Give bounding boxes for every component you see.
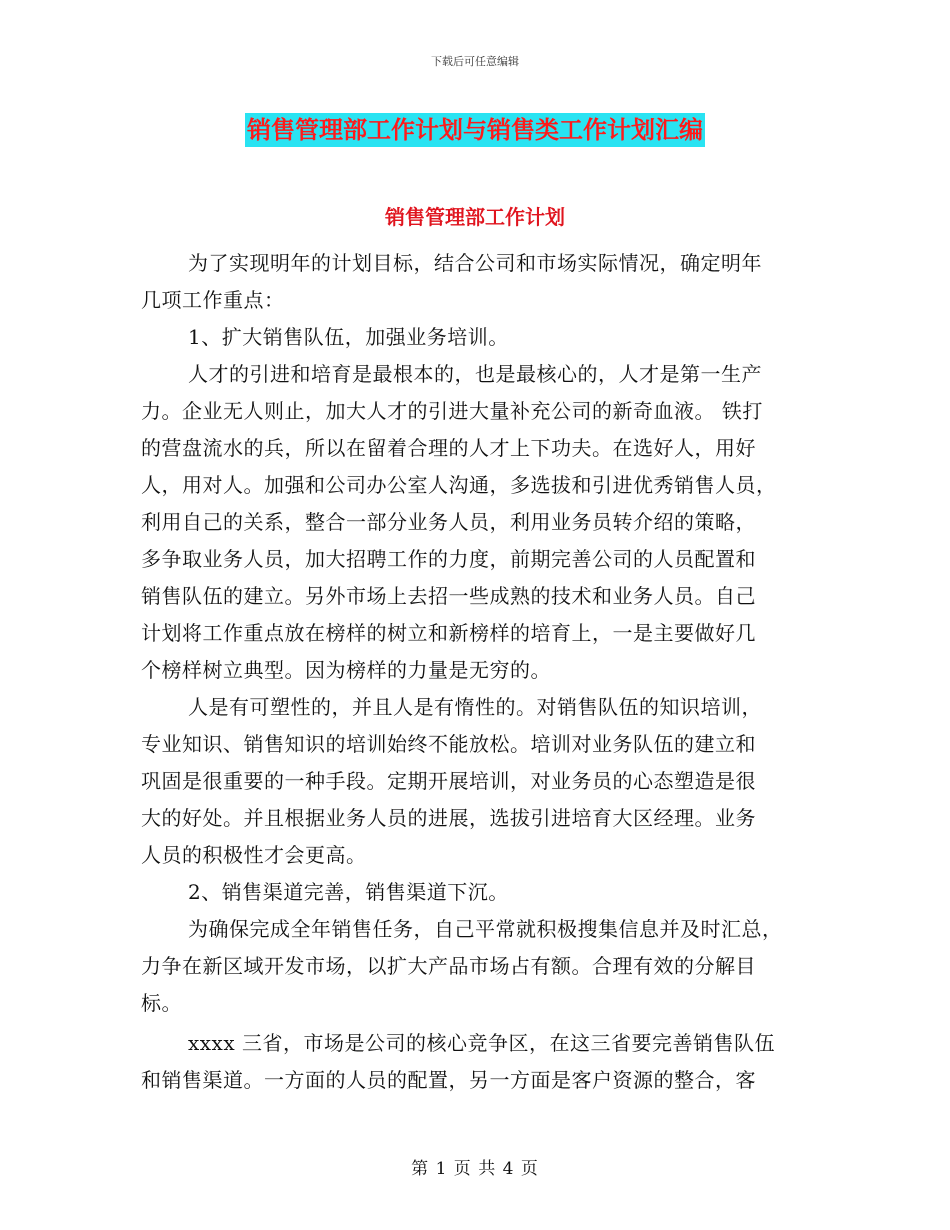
text-line: 大的好处。并且根据业务人员的进展，选拔引进培育大区经理。业务 <box>141 806 756 830</box>
text-line: xxxx 三省，市场是公司的核心竞争区，在这三省要完善销售队伍 <box>188 1031 775 1055</box>
text-line: 1、扩大销售队伍，加强业务培训。 <box>188 325 509 349</box>
document-title: 销售管理部工作计划与销售类工作计划汇编 <box>245 113 705 147</box>
text-line: 力。企业无人则止，加大人才的引进大量补充公司的新奇血液。 铁打 <box>141 399 763 423</box>
text-line: 利用自己的关系，整合一部分业务人员，利用业务员转介绍的策略， <box>141 510 756 534</box>
text-line: 巩固是很重要的一种手段。定期开展培训，对业务员的心态塑造是很 <box>141 769 756 793</box>
text-line: 为了实现明年的计划目标，结合公司和市场实际情况，确定明年 <box>188 251 762 275</box>
text-line: 多争取业务人员，加大招聘工作的力度，前期完善公司的人员配置和 <box>141 547 756 571</box>
text-line: 2、销售渠道完善，销售渠道下沉。 <box>188 880 509 904</box>
text-line: 销售队伍的建立。另外市场上去招一些成熟的技术和业务人员。自己 <box>141 584 756 608</box>
section-title: 销售管理部工作计划 <box>385 205 565 229</box>
header-note: 下载后可任意编辑 <box>431 55 519 68</box>
text-line: 标。 <box>141 991 182 1015</box>
text-line: 和销售渠道。一方面的人员的配置，另一方面是客户资源的整合，客 <box>141 1068 756 1092</box>
text-line: 人是有可塑性的，并且人是有惰性的。对销售队伍的知识培训， <box>188 695 762 719</box>
text-line: 力争在新区域开发市场，以扩大产品市场占有额。合理有效的分解目 <box>141 954 756 978</box>
doc-title-wrap <box>0 113 950 147</box>
text-line: 专业知识、销售知识的培训始终不能放松。培训对业务队伍的建立和 <box>141 732 756 756</box>
text-line: 为确保完成全年销售任务，自己平常就积极搜集信息并及时汇总， <box>188 917 783 941</box>
text-line: 人，用对人。加强和公司办公室人沟通，多选拔和引进优秀销售人员， <box>141 473 777 497</box>
page-footer: 第 1 页 共 4 页 <box>411 1159 539 1179</box>
text-line: 人才的引进和培育是最根本的，也是最核心的，人才是第一生产 <box>188 362 762 386</box>
text-line: 的营盘流水的兵，所以在留着合理的人才上下功夫。在选好人，用好 <box>141 436 756 460</box>
text-line: 几项工作重点： <box>141 288 285 312</box>
text-line: 人员的积极性才会更高。 <box>141 843 367 867</box>
text-line: 个榜样树立典型。因为榜样的力量是无穷的。 <box>141 658 551 682</box>
text-line: 计划将工作重点放在榜样的树立和新榜样的培育上，一是主要做好几 <box>141 621 756 645</box>
